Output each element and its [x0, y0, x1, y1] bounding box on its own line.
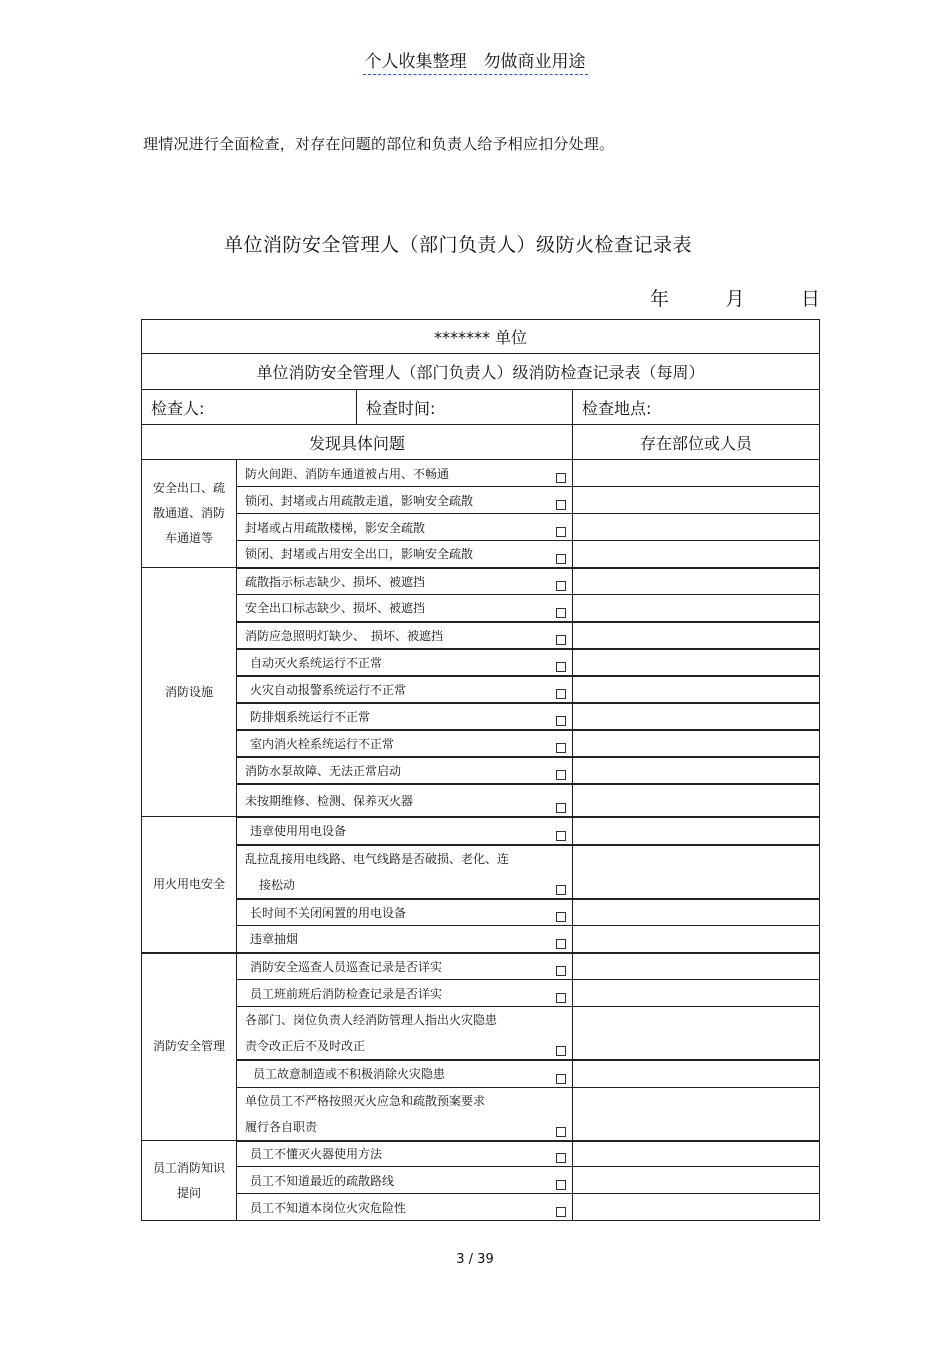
location-cell[interactable]: [573, 784, 820, 817]
location-cell[interactable]: [573, 953, 820, 980]
inspect-time-field[interactable]: 检查时间:: [357, 390, 573, 425]
check-item: 未按期维修、检测、保养灭火器: [237, 784, 573, 817]
check-item: 单位员工不严格按照灭火应急和疏散预案要求 履行各自职责: [237, 1087, 573, 1141]
location-cell[interactable]: [573, 622, 820, 649]
checkbox[interactable]: [556, 743, 566, 753]
checkbox[interactable]: [556, 662, 566, 672]
location-cell[interactable]: [573, 460, 820, 487]
page-number: 3 / 39: [456, 1252, 494, 1267]
check-item: 违章抽烟: [237, 926, 573, 953]
check-item: 员工不知道最近的疏散路线: [237, 1167, 573, 1194]
checkbox[interactable]: [556, 1127, 566, 1137]
table-subtitle: 单位消防安全管理人（部门负责人）级消防检查记录表（每周）: [142, 354, 820, 390]
checkbox[interactable]: [556, 966, 566, 976]
checkbox[interactable]: [556, 608, 566, 618]
location-cell[interactable]: [573, 1194, 820, 1221]
check-item: 室内消火栓系统运行不正常: [237, 730, 573, 757]
category-electric-safety: 用火用电安全: [142, 817, 237, 953]
check-item: 火灾自动报警系统运行不正常: [237, 676, 573, 703]
location-cell[interactable]: [573, 1167, 820, 1194]
checkbox[interactable]: [556, 716, 566, 726]
location-cell[interactable]: [573, 649, 820, 676]
inspector-field[interactable]: 检查人:: [142, 390, 357, 425]
checkbox[interactable]: [556, 689, 566, 699]
page-header: 个人收集整理 勿做商业用途: [0, 47, 950, 72]
check-item: 员工不知道本岗位火灾危险性: [237, 1194, 573, 1221]
check-item: 防排烟系统运行不正常: [237, 703, 573, 730]
checkbox[interactable]: [556, 1207, 566, 1217]
checkbox[interactable]: [556, 770, 566, 780]
check-item: 员工不懂灭火器使用方法: [237, 1141, 573, 1167]
check-item: 违章使用用电设备: [237, 817, 573, 845]
check-item: 员工班前班后消防检查记录是否详实: [237, 980, 573, 1007]
location-cell[interactable]: [573, 568, 820, 595]
check-item: 自动灭火系统运行不正常: [237, 649, 573, 676]
location-cell[interactable]: [573, 541, 820, 568]
checkbox[interactable]: [556, 912, 566, 922]
col-header-location: 存在部位或人员: [573, 425, 820, 460]
check-item: 消防应急照明灯缺少、 损坏、被遮挡: [237, 622, 573, 649]
location-cell[interactable]: [573, 926, 820, 953]
location-cell[interactable]: [573, 899, 820, 926]
check-item: 封堵或占用疏散楼梯，影安全疏散: [237, 514, 573, 541]
check-item: 疏散指示标志缺少、损坏、被遮挡: [237, 568, 573, 595]
check-item: 锁闭、封堵或占用疏散走道，影响安全疏散: [237, 487, 573, 514]
location-cell[interactable]: [573, 1060, 820, 1087]
checkbox[interactable]: [556, 1046, 566, 1056]
checkbox[interactable]: [556, 1153, 566, 1163]
date-day: 日: [800, 288, 820, 310]
category-knowledge-quiz: 员工消防知识提问: [142, 1141, 237, 1221]
checkbox[interactable]: [556, 527, 566, 537]
category-exits: 安全出口、疏散通道、消防车通道等: [142, 460, 237, 568]
location-cell[interactable]: [573, 817, 820, 845]
location-cell[interactable]: [573, 703, 820, 730]
checkbox[interactable]: [556, 885, 566, 895]
check-item: 乱拉乱接用电线路、电气线路是否破损、老化、连 接松动: [237, 845, 573, 899]
inspect-place-field[interactable]: 检查地点:: [573, 390, 820, 425]
col-header-problem: 发现具体问题: [142, 425, 573, 460]
check-item: 锁闭、封堵或占用安全出口，影响安全疏散: [237, 541, 573, 568]
checkbox[interactable]: [556, 831, 566, 841]
location-cell[interactable]: [573, 514, 820, 541]
checkbox[interactable]: [556, 993, 566, 1003]
checkbox[interactable]: [556, 500, 566, 510]
check-item: 防火间距、消防车通道被占用、不畅通: [237, 460, 573, 487]
intro-text: 理情况进行全面检查，对存在问题的部位和负责人给予相应扣分处理。: [143, 135, 615, 153]
check-item: 安全出口标志缺少、损坏、被遮挡: [237, 595, 573, 622]
checkbox[interactable]: [556, 803, 566, 813]
location-cell[interactable]: [573, 845, 820, 899]
location-cell[interactable]: [573, 595, 820, 622]
location-cell[interactable]: [573, 676, 820, 703]
check-item: 各部门、岗位负责人经消防管理人指出火灾隐患 责令改正后不及时改正: [237, 1007, 573, 1061]
checkbox[interactable]: [556, 473, 566, 483]
checkbox[interactable]: [556, 635, 566, 645]
checkbox[interactable]: [556, 581, 566, 591]
location-cell[interactable]: [573, 1007, 820, 1061]
checkbox[interactable]: [556, 1074, 566, 1084]
date-line: [650, 284, 820, 311]
location-cell[interactable]: [573, 730, 820, 757]
form-title: 单位消防安全管理人（部门负责人）级防火检查记录表: [223, 234, 692, 256]
check-item: 消防水泵故障、无法正常启动: [237, 757, 573, 784]
check-item: 长时间不关闭闲置的用电设备: [237, 899, 573, 926]
location-cell[interactable]: [573, 757, 820, 784]
checkbox[interactable]: [556, 1180, 566, 1190]
location-cell[interactable]: [573, 980, 820, 1007]
check-item: 消防安全巡查人员巡查记录是否详实: [237, 953, 573, 980]
date-month: 月: [725, 288, 745, 310]
date-year: 年: [650, 288, 670, 310]
location-cell[interactable]: [573, 1141, 820, 1167]
inspection-table: [141, 319, 820, 1221]
unit-name: ******* 单位: [142, 320, 820, 354]
category-fire-management: 消防安全管理: [142, 953, 237, 1141]
location-cell[interactable]: [573, 487, 820, 514]
checkbox[interactable]: [556, 939, 566, 949]
checkbox[interactable]: [556, 554, 566, 564]
check-item: 员工故意制造或不积极消除火灾隐患: [237, 1060, 573, 1087]
category-fire-facilities: 消防设施: [142, 568, 237, 817]
location-cell[interactable]: [573, 1087, 820, 1141]
